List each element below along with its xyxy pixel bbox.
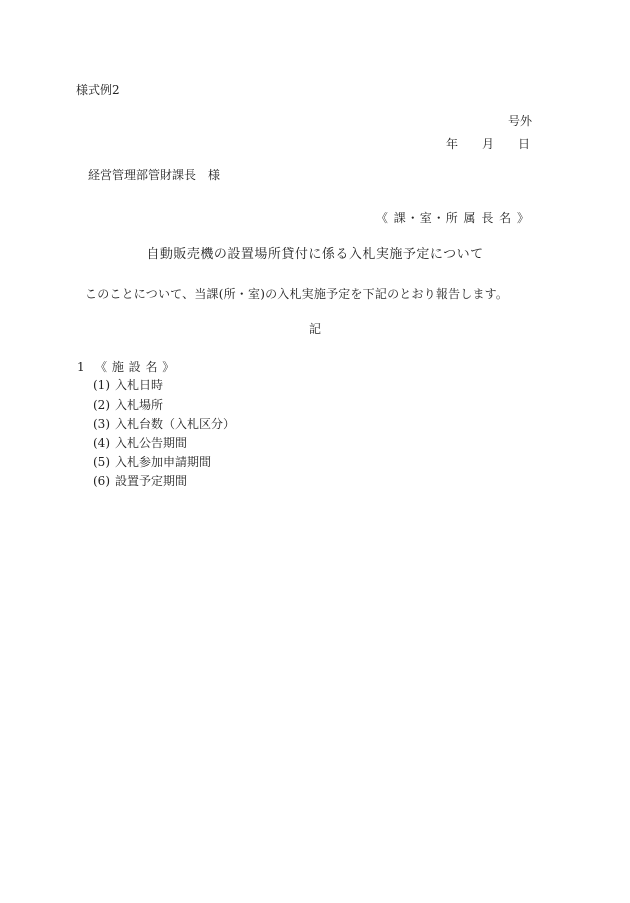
form-number-label: 様式例2 — [76, 83, 120, 97]
date-line: 年 月 日 — [445, 137, 530, 151]
section-heading — [77, 360, 175, 374]
list-item-number: (4) — [93, 436, 110, 450]
recipient-line: 経営管理部管財課長 様 — [88, 168, 221, 182]
list-item-number: (2) — [93, 398, 110, 412]
list-item-bid-datetime — [93, 378, 163, 392]
list-item-label: 入札参加申請期間 — [115, 455, 212, 469]
list-item-application-period — [93, 455, 211, 469]
list-item-label: 設置予定期間 — [115, 474, 188, 488]
list-item-number: (3) — [93, 417, 110, 431]
facility-name-placeholder: 《 施 設 名 》 — [95, 360, 175, 374]
section-number: 1 — [77, 360, 85, 374]
sender-name-placeholder: 《 課・室・所 属 長 名 》 — [375, 211, 530, 225]
list-item-number: (6) — [93, 474, 110, 488]
list-item-label: 入札日時 — [115, 378, 164, 392]
list-item-label: 入札場所 — [115, 398, 164, 412]
issue-number-label: 号外 — [507, 114, 532, 128]
list-item-label: 入札公告期間 — [115, 436, 188, 450]
body-paragraph: このことについて、当課(所・室)の入札実施予定を下記のとおり報告します。 — [85, 287, 509, 301]
list-item-bid-place — [93, 398, 163, 412]
list-item-label: 入札台数（入札区分） — [115, 417, 236, 431]
list-item-bid-units — [93, 417, 235, 431]
list-item-number: (5) — [93, 455, 110, 469]
list-item-installation-period — [93, 474, 187, 488]
document-title: 自動販売機の設置場所貸付に係る入札実施予定について — [146, 247, 484, 262]
record-marker: 記 — [308, 322, 321, 336]
list-item-number: (1) — [93, 378, 110, 392]
list-item-notice-period — [93, 436, 187, 450]
